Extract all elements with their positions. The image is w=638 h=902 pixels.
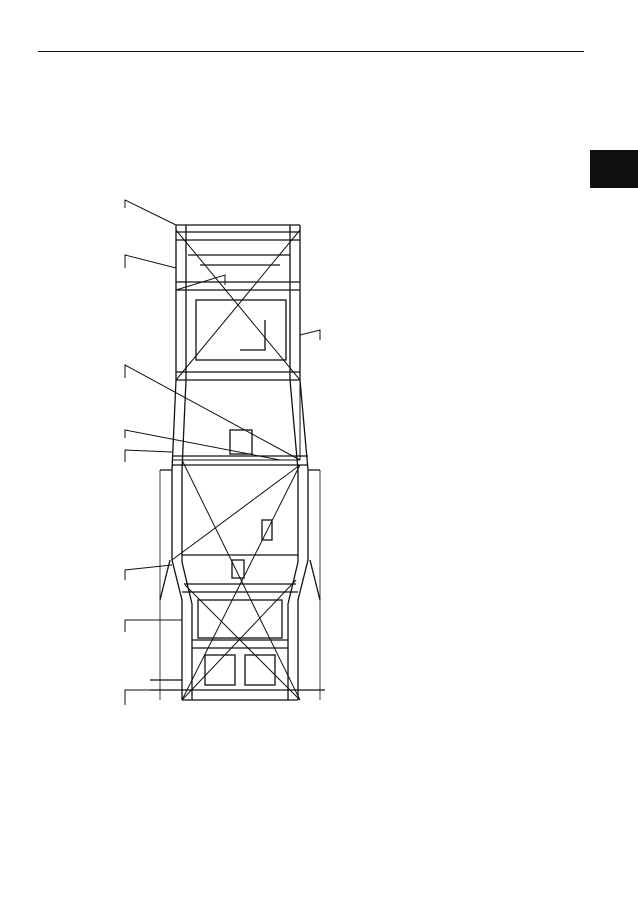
frame-diagram [150, 225, 325, 700]
callout-leaders [125, 200, 320, 705]
